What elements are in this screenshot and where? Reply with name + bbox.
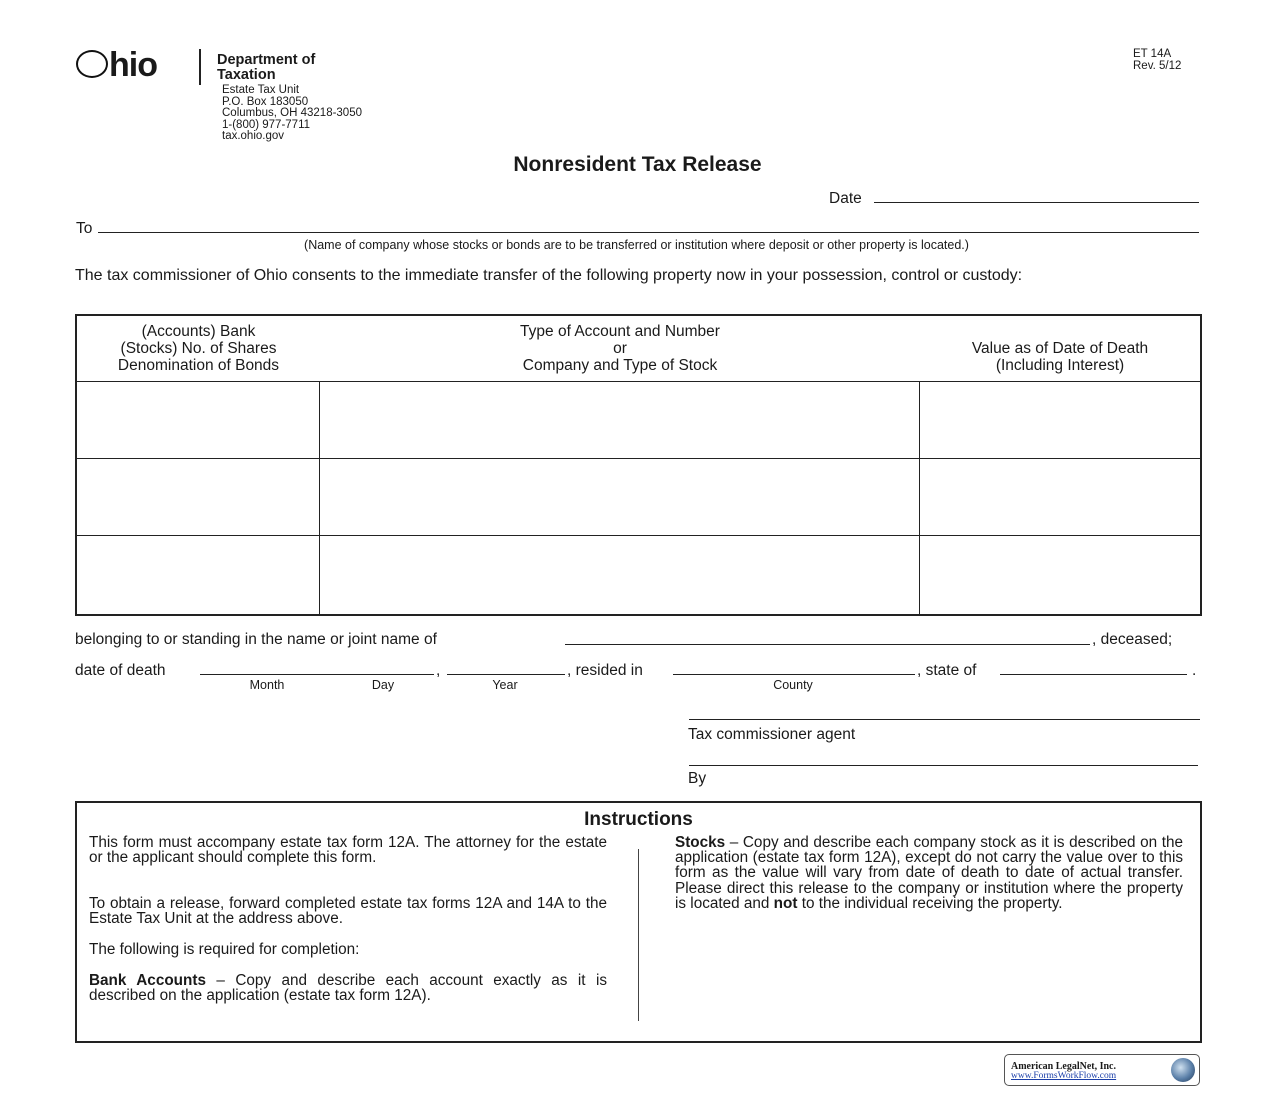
deceased-label: , deceased; — [1092, 631, 1173, 648]
globe-icon — [1171, 1058, 1195, 1082]
bank-accounts-paragraph: Bank Accounts – Copy and describe each account exactly as it is described on the application (estate tax form 12A). — [89, 972, 607, 1005]
row-divider — [77, 458, 1200, 459]
state-of-label: , state of — [917, 662, 977, 679]
to-label: To — [76, 220, 93, 237]
period: . — [1192, 662, 1197, 679]
property-table — [75, 314, 1202, 616]
table-cell[interactable] — [77, 460, 319, 535]
resided-in-label: , resided in — [567, 662, 643, 679]
year-field[interactable] — [447, 674, 565, 675]
year-caption: Year — [492, 678, 518, 692]
table-cell[interactable] — [920, 382, 1200, 458]
stocks-heading: Stocks — [675, 834, 726, 851]
instructions-title: Instructions — [584, 809, 693, 830]
to-caption: (Name of company whose stocks or bonds are to be transferred or institution where deposit or other property is located.) — [304, 238, 969, 252]
by-label: By — [688, 770, 707, 787]
ohio-o-icon — [76, 50, 108, 78]
page-title: Nonresident Tax Release — [513, 153, 762, 176]
row-divider — [77, 535, 1200, 536]
date-of-death-label: date of death — [75, 662, 166, 679]
day-caption: Day — [371, 678, 395, 692]
month-day-field[interactable] — [200, 674, 434, 675]
agent-signature-field[interactable] — [689, 719, 1200, 720]
publisher-link[interactable]: www.FormsWorkFlow.com — [1011, 1071, 1117, 1081]
table-cell[interactable] — [920, 460, 1200, 535]
belonging-label: belonging to or standing in the name or joint name of — [75, 631, 437, 648]
comma: , — [436, 662, 441, 679]
column-header-value: Value as of Date of Death (Including Interest) — [971, 340, 1149, 374]
county-field[interactable] — [673, 674, 915, 675]
bank-accounts-heading: Bank Accounts — [89, 972, 206, 989]
publisher-name: American LegalNet, Inc. — [1011, 1061, 1116, 1072]
table-cell[interactable] — [320, 382, 919, 458]
column-divider — [638, 849, 639, 1021]
instructions-paragraph: To obtain a release, forward completed estate tax forms 12A and 14A to the Estate Tax Unit at the address above. — [89, 895, 607, 928]
county-caption: County — [773, 678, 813, 692]
table-cell[interactable] — [77, 382, 319, 458]
table-cell[interactable] — [77, 537, 319, 612]
to-field[interactable] — [98, 232, 1199, 233]
instructions-paragraph: This form must accompany estate tax form 12A. The attorney for the estate or the applicant should complete this form. — [89, 834, 607, 867]
agent-label: Tax commissioner agent — [688, 726, 856, 743]
by-signature-field[interactable] — [689, 765, 1198, 766]
table-cell[interactable] — [920, 537, 1200, 612]
date-label: Date — [829, 190, 862, 207]
logo-divider — [199, 49, 201, 85]
column-header-type: Type of Account and Number or Company and Type of Stock — [520, 323, 720, 374]
instructions-paragraph: The following is required for completion: — [89, 941, 360, 958]
column-header-accounts: (Accounts) Bank (Stocks) No. of Shares Denomination of Bonds — [117, 323, 280, 374]
department-name: Department of Taxation — [217, 52, 316, 83]
instructions-box — [75, 801, 1202, 1043]
form-number: ET 14A Rev. 5/12 — [1133, 48, 1182, 72]
table-cell[interactable] — [320, 460, 919, 535]
month-caption: Month — [249, 678, 285, 692]
publisher-badge[interactable] — [1004, 1054, 1200, 1086]
deceased-name-field[interactable] — [565, 644, 1090, 645]
table-cell[interactable] — [320, 537, 919, 612]
ohio-logo: hio — [76, 46, 157, 85]
unit-address: Estate Tax Unit P.O. Box 183050 Columbus, OH 43218-3050 1-(800) 977-7711 tax.ohio.gov — [222, 84, 362, 143]
table-header — [77, 316, 1200, 382]
consent-text: The tax commissioner of Ohio consents to the immediate transfer of the following property now in your possession, control or custody: — [75, 267, 1023, 284]
stocks-paragraph: Stocks – Copy and describe each company stock as it is described on the application (estate tax form 12A), except do not carry the value over to this form as the value will vary from date of death to date of actual transfer. Please direct this release to the company or institution where the property is located and not to the individual receiving the property. — [675, 834, 1183, 912]
state-field[interactable] — [1000, 674, 1187, 675]
date-field[interactable] — [874, 202, 1199, 203]
